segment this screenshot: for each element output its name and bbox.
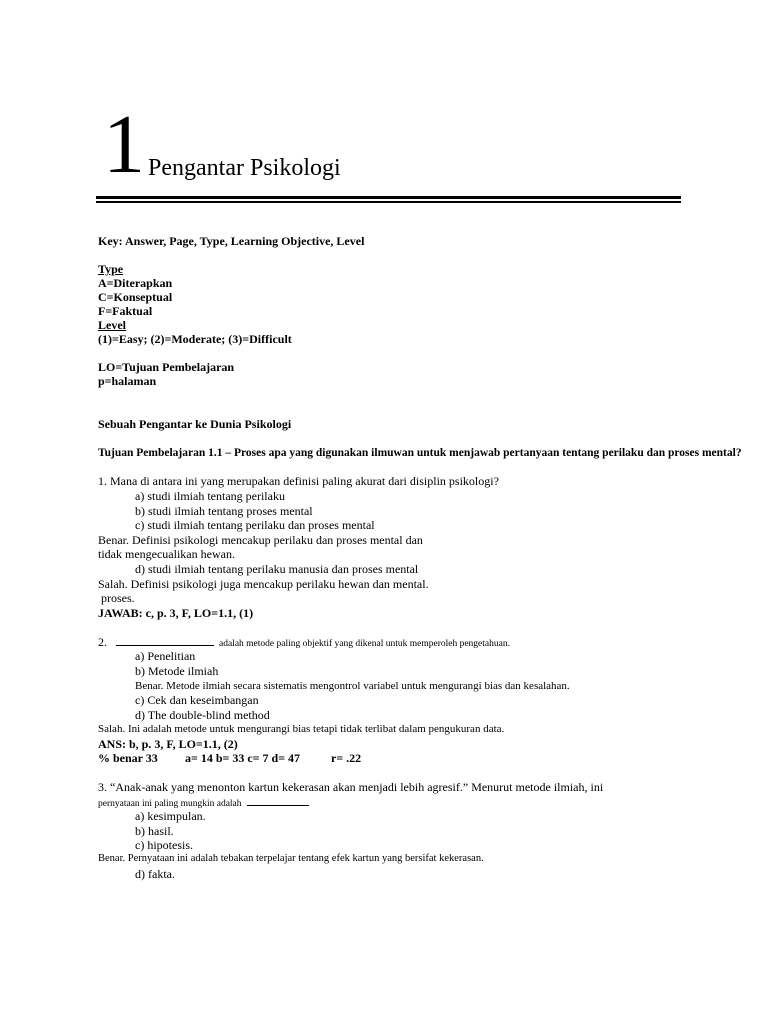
- q1-answer: JAWAB: c, p. 3, F, LO=1.1, (1): [98, 606, 254, 620]
- q1-option-c: c) studi ilmiah tentang perilaku dan proses mental: [135, 518, 375, 532]
- answer-blank: [116, 636, 214, 646]
- q2-option-d: d) The double-blind method: [135, 708, 270, 722]
- q2-feedback: Salah. Ini adalah metode untuk mengurangi bias tetapi tidak terlibat dalam pengukuran data.: [98, 723, 505, 735]
- q3-option-d: d) fakta.: [135, 867, 175, 881]
- q2-option-b: b) Metode ilmiah: [135, 664, 219, 678]
- q1-feedback: Benar. Definisi psikologi mencakup perilaku dan proses mental dan: [98, 533, 423, 547]
- lo-line: LO=Tujuan Pembelajaran: [98, 360, 235, 374]
- q1-feedback: tidak mengecualikan hewan.: [98, 547, 235, 561]
- title-rule-thin: [96, 201, 681, 203]
- q2-stats-values: a= 14 b= 33 c= 7 d= 47: [185, 751, 301, 765]
- key-heading: Key: Answer, Page, Type, Learning Objective, Level: [98, 234, 365, 248]
- q2-option-a: a) Penelitian: [135, 649, 196, 663]
- title-rule-thick: [96, 196, 681, 199]
- q1-option-d: d) studi ilmiah tentang perilaku manusia dan proses mental: [135, 562, 419, 576]
- level-label: Level: [98, 318, 126, 332]
- q1-option-a: a) studi ilmiah tentang perilaku: [135, 489, 285, 503]
- answer-blank: [247, 796, 309, 806]
- chapter-number: 1: [103, 98, 145, 191]
- q2-answer: ANS: b, p. 3, F, LO=1.1, (2): [98, 737, 238, 751]
- q2-stem: [98, 635, 510, 650]
- type-item: C=Konseptual: [98, 290, 173, 304]
- q3-stem-text: pernyataan ini paling mungkin adalah: [98, 799, 242, 809]
- learning-objective: Tujuan Pembelajaran 1.1 – Proses apa yang digunakan ilmuwan untuk menjawab pertanyaan tentang perilaku dan proses mental?: [98, 447, 742, 459]
- q2-stem-text: adalah metode paling objektif yang dikenal untuk memperoleh pengetahuan.: [219, 639, 510, 649]
- p-line: p=halaman: [98, 374, 157, 388]
- q1-feedback: Salah. Definisi psikologi juga mencakup perilaku hewan dan mental.: [98, 577, 429, 591]
- q3-stem-line2: [98, 795, 309, 810]
- q3-option-b: b) hasil.: [135, 824, 174, 838]
- section-title: Sebuah Pengantar ke Dunia Psikologi: [98, 417, 292, 431]
- q3-stem: 3. “Anak-anak yang menonton kartun kekerasan akan menjadi lebih agresif.” Menurut metode ilmiah, ini: [98, 780, 604, 794]
- q1-feedback: proses.: [101, 591, 135, 605]
- type-item: F=Faktual: [98, 304, 153, 318]
- q3-feedback: Benar. Pernyataan ini adalah tebakan terpelajar tentang efek kartun yang bersifat kekerasan.: [98, 853, 484, 864]
- q2-number: 2.: [98, 635, 107, 649]
- chapter-title: Pengantar Psikologi: [148, 155, 341, 181]
- type-label: Type: [98, 262, 124, 276]
- q1-stem: 1. Mana di antara ini yang merupakan definisi paling akurat dari disiplin psikologi?: [98, 474, 499, 488]
- q3-option-c: c) hipotesis.: [135, 838, 193, 852]
- q3-option-a: a) kesimpulan.: [135, 809, 206, 823]
- level-line: (1)=Easy; (2)=Moderate; (3)=Difficult: [98, 332, 292, 346]
- q2-option-c: c) Cek dan keseimbangan: [135, 693, 259, 707]
- q2-feedback: Benar. Metode ilmiah secara sistematis mengontrol variabel untuk mengurangi bias dan kesalahan.: [135, 680, 570, 692]
- q1-option-b: b) studi ilmiah tentang proses mental: [135, 504, 313, 518]
- q2-stats-label: % benar 33: [98, 751, 158, 765]
- type-item: A=Diterapkan: [98, 276, 173, 290]
- q2-stats-r: r= .22: [331, 751, 362, 765]
